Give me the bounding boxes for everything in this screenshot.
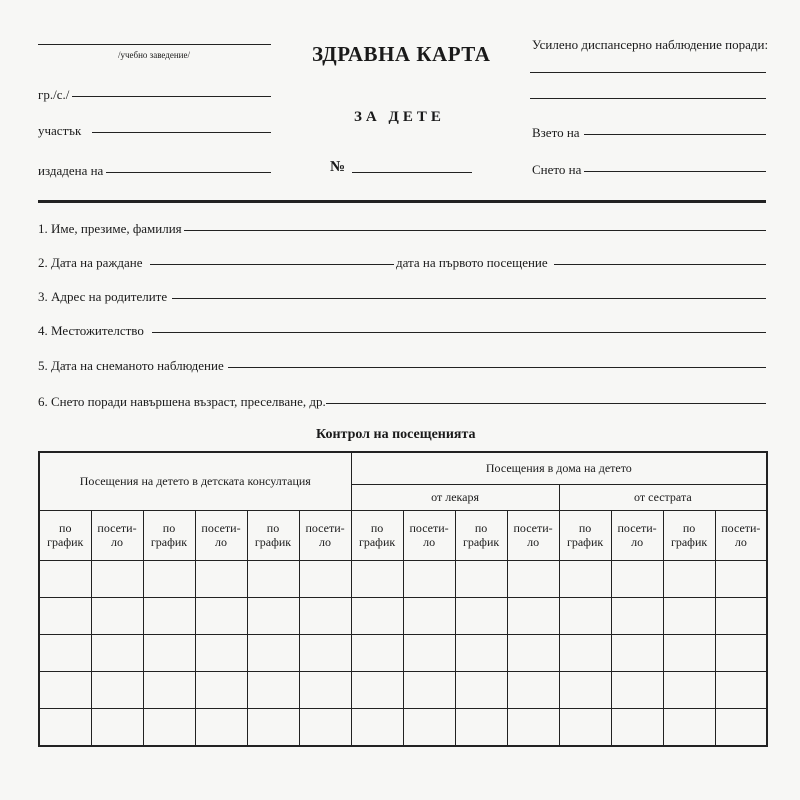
table-cell[interactable] xyxy=(299,560,351,597)
table-cell[interactable] xyxy=(715,560,767,597)
form-title: ЗДРАВНА КАРТА xyxy=(312,42,491,66)
institution-line[interactable] xyxy=(38,44,271,45)
table-cell[interactable] xyxy=(39,672,91,709)
table-cell[interactable] xyxy=(403,672,455,709)
col-schedule: по график xyxy=(455,510,507,560)
table-cell[interactable] xyxy=(715,597,767,634)
table-cell[interactable] xyxy=(299,672,351,709)
table-cell[interactable] xyxy=(351,597,403,634)
table-cell[interactable] xyxy=(247,635,299,672)
table-row xyxy=(39,597,767,634)
col-visited: посети- ло xyxy=(507,510,559,560)
field-removed-reason-line[interactable] xyxy=(326,403,766,404)
table-cell[interactable] xyxy=(455,560,507,597)
city-label: гр./с./ xyxy=(38,87,70,102)
field-removed-date-line[interactable] xyxy=(228,367,766,368)
nurse-header: от сестрата xyxy=(559,484,767,510)
table-cell[interactable] xyxy=(663,597,715,634)
visits-table-title: Контрол на посещенията xyxy=(316,427,476,442)
table-row xyxy=(39,560,767,597)
table-cell[interactable] xyxy=(507,560,559,597)
district-line[interactable] xyxy=(92,132,271,133)
table-cell[interactable] xyxy=(195,597,247,634)
table-cell[interactable] xyxy=(247,672,299,709)
col-visited: посети- ло xyxy=(715,510,767,560)
table-cell[interactable] xyxy=(611,597,663,634)
field-removed-reason-label: 6. Снето поради навършена възраст, преселване, др. xyxy=(38,394,326,409)
table-cell[interactable] xyxy=(143,672,195,709)
number-label: № xyxy=(330,159,346,175)
taken-line[interactable] xyxy=(584,134,766,135)
table-cell[interactable] xyxy=(403,709,455,746)
table-cell[interactable] xyxy=(715,672,767,709)
dispensary-label: Усилено диспансерно наблюдение поради: xyxy=(532,37,769,52)
table-cell[interactable] xyxy=(715,709,767,746)
table-cell[interactable] xyxy=(351,709,403,746)
table-cell[interactable] xyxy=(559,709,611,746)
doctor-header: от лекаря xyxy=(351,484,559,510)
table-cell[interactable] xyxy=(143,709,195,746)
table-cell[interactable] xyxy=(91,597,143,634)
table-cell[interactable] xyxy=(455,709,507,746)
table-cell[interactable] xyxy=(351,672,403,709)
table-row xyxy=(39,635,767,672)
table-cell[interactable] xyxy=(611,560,663,597)
city-line[interactable] xyxy=(72,96,271,97)
first-visit-label: дата на първото посещение xyxy=(396,255,548,270)
table-cell[interactable] xyxy=(351,635,403,672)
field-name-line[interactable] xyxy=(184,230,766,231)
issued-line[interactable] xyxy=(106,172,271,173)
table-cell[interactable] xyxy=(507,709,559,746)
table-cell[interactable] xyxy=(507,672,559,709)
col-visited: посети- ло xyxy=(195,510,247,560)
col-schedule: по график xyxy=(351,510,403,560)
section-divider xyxy=(38,200,766,203)
table-cell[interactable] xyxy=(455,672,507,709)
removed-label: Снето на xyxy=(532,162,582,177)
col-schedule: по график xyxy=(559,510,611,560)
col-schedule: по график xyxy=(39,510,91,560)
table-cell[interactable] xyxy=(559,672,611,709)
table-cell[interactable] xyxy=(39,709,91,746)
table-cell[interactable] xyxy=(351,560,403,597)
table-row xyxy=(39,672,767,709)
table-cell[interactable] xyxy=(195,635,247,672)
col-visited: посети- ло xyxy=(403,510,455,560)
taken-label: Взето на xyxy=(532,125,580,140)
table-cell[interactable] xyxy=(715,635,767,672)
table-cell[interactable] xyxy=(663,560,715,597)
table-cell[interactable] xyxy=(143,597,195,634)
table-cell[interactable] xyxy=(611,672,663,709)
table-cell[interactable] xyxy=(91,709,143,746)
table-cell[interactable] xyxy=(247,597,299,634)
table-cell[interactable] xyxy=(91,635,143,672)
table-cell[interactable] xyxy=(403,635,455,672)
table-cell[interactable] xyxy=(195,560,247,597)
table-cell[interactable] xyxy=(299,597,351,634)
table-cell[interactable] xyxy=(299,635,351,672)
col-visited: посети- ло xyxy=(611,510,663,560)
field-address-label: 3. Адрес на родителите xyxy=(38,289,168,304)
table-cell[interactable] xyxy=(39,635,91,672)
table-cell[interactable] xyxy=(507,635,559,672)
table-cell[interactable] xyxy=(455,597,507,634)
col-schedule: по график xyxy=(663,510,715,560)
column-header-row xyxy=(39,510,767,560)
table-cell[interactable] xyxy=(403,560,455,597)
field-residence-line[interactable] xyxy=(152,332,766,333)
table-cell[interactable] xyxy=(39,560,91,597)
table-cell[interactable] xyxy=(559,597,611,634)
table-cell[interactable] xyxy=(143,560,195,597)
field-removed-date-label: 5. Дата на снеманото наблюдение xyxy=(38,358,224,373)
table-cell[interactable] xyxy=(299,709,351,746)
table-cell[interactable] xyxy=(663,672,715,709)
field-birthdate-label: 2. Дата на раждане xyxy=(38,255,143,270)
table-cell[interactable] xyxy=(403,597,455,634)
table-cell[interactable] xyxy=(559,635,611,672)
table-cell[interactable] xyxy=(39,597,91,634)
district-label: участък xyxy=(38,123,82,138)
clinic-visits-header: Посещения на детето в детската консултация xyxy=(39,452,351,510)
dispensary-line-2[interactable] xyxy=(530,98,766,99)
field-name-label: 1. Име, презиме, фамилия xyxy=(38,221,182,236)
field-address-line[interactable] xyxy=(172,298,766,299)
form-subtitle: ЗА ДЕТЕ xyxy=(354,109,445,125)
table-cell[interactable] xyxy=(143,635,195,672)
col-visited: посети- ло xyxy=(299,510,351,560)
table-row xyxy=(39,709,767,746)
number-line[interactable] xyxy=(352,172,472,173)
home-visits-header: Посещения в дома на детето xyxy=(351,452,767,484)
field-birthdate-line[interactable] xyxy=(150,264,394,265)
table-cell[interactable] xyxy=(507,597,559,634)
issued-label: издадена на xyxy=(38,163,104,178)
table-cell[interactable] xyxy=(663,635,715,672)
institution-label: /учебно заведение/ xyxy=(118,50,190,60)
removed-line[interactable] xyxy=(584,171,766,172)
table-cell[interactable] xyxy=(91,560,143,597)
table-cell[interactable] xyxy=(663,709,715,746)
table-cell[interactable] xyxy=(195,672,247,709)
table-cell[interactable] xyxy=(91,672,143,709)
table-cell[interactable] xyxy=(611,709,663,746)
col-schedule: по график xyxy=(247,510,299,560)
table-cell[interactable] xyxy=(195,709,247,746)
table-cell[interactable] xyxy=(455,635,507,672)
first-visit-line[interactable] xyxy=(554,264,766,265)
dispensary-line-1[interactable] xyxy=(530,72,766,73)
col-visited: посети- ло xyxy=(91,510,143,560)
table-cell[interactable] xyxy=(611,635,663,672)
table-cell[interactable] xyxy=(559,560,611,597)
field-residence-label: 4. Местожителство xyxy=(38,323,144,338)
col-schedule: по график xyxy=(143,510,195,560)
table-cell[interactable] xyxy=(247,709,299,746)
visits-table xyxy=(38,451,768,747)
table-cell[interactable] xyxy=(247,560,299,597)
